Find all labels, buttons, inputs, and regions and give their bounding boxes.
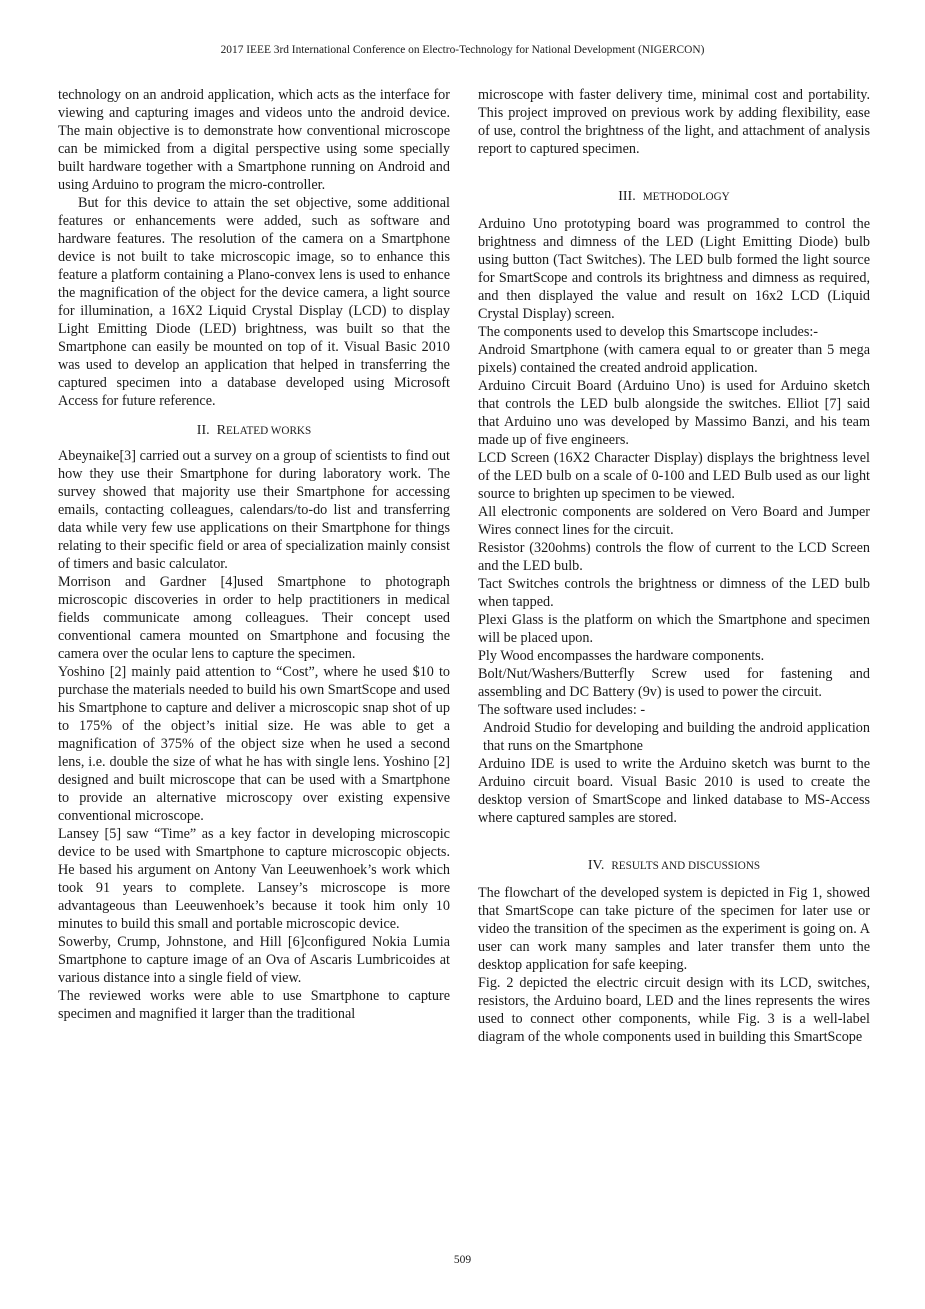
paragraph: Yoshino [2] mainly paid attention to “Cost”, where he used $10 to purchase the materials needed to build his own SmartScope and used his Smartphone to capture and deliver a microscopic snap shot of up to 175% of the object’s initial size. He was able to get a magnification of 375% of the object size when he used a second lens, i.e. double the size of what he has with single lens. Yoshino [2] designed and built microscope that can be used with a Smartphone to provide an alternative microscopy over existing expensive conventional microscope.	[58, 664, 450, 824]
right-column	[478, 86, 870, 1046]
left-column	[58, 86, 450, 1023]
paragraph: Android Studio for developing and building the android application that runs on the Smartphone	[483, 720, 870, 754]
paragraph: Sowerby, Crump, Johnstone, and Hill [6]configured Nokia Lumia Smartphone to capture image of an Ova of Ascaris Lumbricoides at various distance into a single field of view.	[58, 934, 450, 986]
section-heading-results: IV. RESULTS AND DISCUSSIONS	[587, 858, 761, 873]
paragraph: The reviewed works were able to use Smartphone to capture specimen and magnified it larger than the traditional	[58, 988, 450, 1022]
paragraph: Plexi Glass is the platform on which the Smartphone and specimen will be placed upon.	[478, 612, 870, 646]
paragraph: Arduino Uno prototyping board was programmed to control the brightness and dimness of the LED (Light Emitting Diode) bulb using button (Tact Switches). The LED bulb formed the light source for SmartScope and controls its brightness and dimness as required, and then displayed the value and result on 16x2 LCD (Liquid Crystal Display) screen.	[478, 216, 870, 322]
paragraph: LCD Screen (16X2 Character Display) displays the brightness level of the LED bulb on a scale of 0-100 and LED Bulb used as our light source to brighten up specimen to be viewed.	[478, 450, 870, 502]
paragraph: Lansey [5] saw “Time” as a key factor in developing microscopic device to be used with Smartphone to capture microscopic objects. He based his argument on Antony Van Leeuwenhoek’s work which took 91 years to complete. Lansey’s microscope is more advantageous than Leeuwenhoek’s because it took him only 10 minutes to build this small and portable microscopic device.	[58, 826, 450, 932]
paragraph: Android Smartphone (with camera equal to or greater than 5 mega pixels) contained the created android application.	[478, 342, 870, 376]
paragraph: Arduino Circuit Board (Arduino Uno) is used for Arduino sketch that controls the LED bulb alongside the switches. Elliot [7] said that Arduino uno was developed by Massimo Banzi, and his team made up of five engineers.	[478, 378, 870, 448]
paragraph: microscope with faster delivery time, minimal cost and portability. This project improved on previous work by adding flexibility, ease of use, control the brightness of the light, and attachment of analysis report to captured specimen.	[478, 87, 870, 157]
paragraph: Tact Switches controls the brightness or dimness of the LED bulb when tapped.	[478, 576, 870, 610]
paragraph: Resistor (320ohms) controls the flow of current to the LCD Screen and the LED bulb.	[478, 540, 870, 574]
paragraph: Arduino IDE is used to write the Arduino sketch was burnt to the Arduino circuit board. Visual Basic 2010 is used to create the desktop version of SmartScope and linked database to MS-Access where captured samples are stored.	[478, 756, 870, 826]
section-heading-methodology: III. METHODOLOGY	[618, 189, 730, 204]
paragraph: Fig. 2 depicted the electric circuit design with its LCD, switches, resistors, the Arduino board, LED and the lines represents the wires used to connect other components, while Fig. 3 is a well-label diagram of the whole components used in building this SmartScope	[478, 975, 870, 1045]
paragraph: technology on an android application, which acts as the interface for viewing and capturing images and videos unto the android device. The main objective is to demonstrate how conventional microscope can be mimicked from a digital perspective using some specially built hardware together with a Smartphone running on Android and using Arduino to program the micro-controller.	[58, 87, 450, 193]
paragraph: But for this device to attain the set objective, some additional features or enhancements were added, such as software and hardware features. The resolution of the camera on a Smartphone device is not built to take microscopic image, so to enhance this feature a platform containing a Plano-convex lens is used to enhance the magnification of the object for the device camera, a light source for illumination, a 16X2 Liquid Crystal Display (LCD) to display Light Emitting Diode (LED) brightness, was built so that the Smartphone can easily be mounted on top of it. Visual Basic 2010 was used to develop an application that helped in transferring the captured specimen into a database developed using Microsoft Access for future reference.	[58, 195, 450, 409]
page-number: 509	[453, 1254, 472, 1266]
paragraph: All electronic components are soldered on Vero Board and Jumper Wires connect lines for the circuit.	[478, 504, 870, 538]
paragraph: Ply Wood encompasses the hardware components.	[478, 648, 765, 664]
paragraph: The software used includes: -	[478, 702, 646, 718]
paragraph: The flowchart of the developed system is depicted in Fig 1, showed that SmartScope can take picture of the specimen for later use or video the transition of the specimen as the experiment is going on. A user can work many samples and later transfer them unto the desktop application for safe keeping.	[478, 885, 870, 973]
paragraph: Bolt/Nut/Washers/Butterfly Screw used for fastening and assembling and DC Battery (9v) is used to power the circuit.	[478, 666, 870, 700]
paragraph: Morrison and Gardner [4]used Smartphone to photograph microscopic discoveries in order to help practitioners in medical fields communicate among colleagues. Their concept used conventional camera mounted on Smartphone and focusing the camera over the ocular lens to capture the specimen.	[58, 574, 450, 662]
paragraph: Abeynaike[3] carried out a survey on a group of scientists to find out how they use their Smartphone for during laboratory work. The survey showed that majority use their Smartphone for accessing emails, contacting colleagues, calendars/to-do list and transferring data while very few use applications on their Smartphone for things relating to their specific field or area of specialization mainly consist of timers and basic calculator.	[58, 448, 450, 572]
paragraph: The components used to develop this Smartscope includes:-	[478, 324, 819, 340]
section-heading-related-works: II. RELATED WORKS	[196, 423, 312, 438]
running-header: 2017 IEEE 3rd International Conference on Electro-Technology for National Development (NIGERCON)	[220, 44, 705, 56]
